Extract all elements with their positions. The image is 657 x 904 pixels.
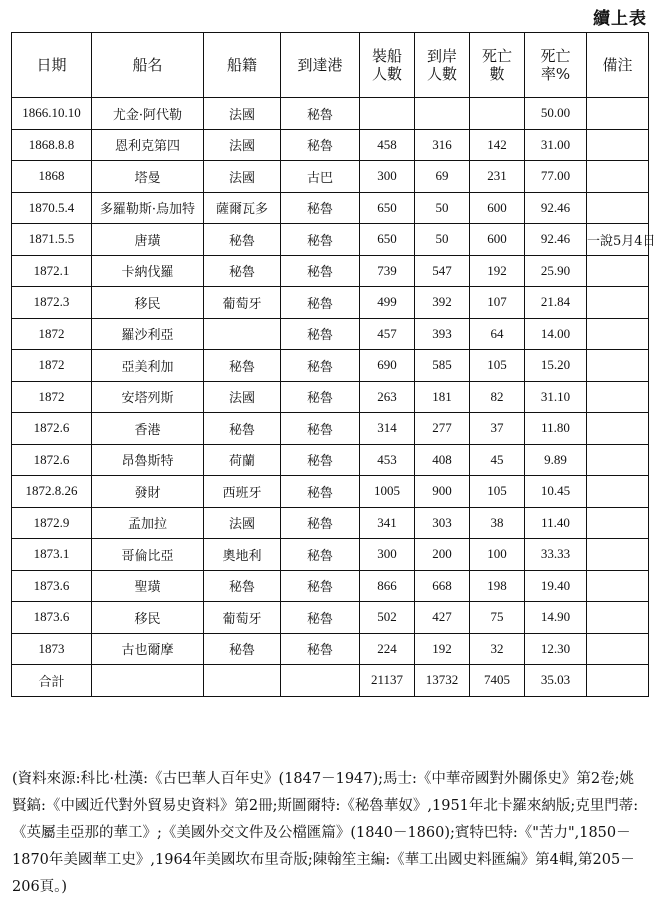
cell-port: 秘魯	[281, 507, 360, 539]
table-row	[12, 287, 649, 319]
total-row	[12, 665, 649, 697]
cell-deaths: 107	[470, 287, 525, 319]
cell-loaded: 314	[360, 413, 415, 445]
cell-port: 秘魯	[281, 444, 360, 476]
cell-rate: 15.20	[525, 350, 587, 382]
cell-ship: 卡納伐羅	[92, 255, 204, 287]
cell-deaths: 82	[470, 381, 525, 413]
cell-ship: 亞美利加	[92, 350, 204, 382]
cell-port: 秘魯	[281, 539, 360, 571]
cell-note	[587, 444, 649, 476]
cell-loaded: 453	[360, 444, 415, 476]
cell-arrived: 181	[415, 381, 470, 413]
cell-date: 1870.5.4	[12, 192, 92, 224]
cell-arrived: 50	[415, 192, 470, 224]
total-loaded: 21137	[360, 665, 415, 697]
cell-arrived: 69	[415, 161, 470, 193]
cell-port: 秘魯	[281, 633, 360, 665]
total-empty-cell	[281, 665, 360, 697]
cell-loaded: 690	[360, 350, 415, 382]
cell-ship: 孟加拉	[92, 507, 204, 539]
cell-deaths: 37	[470, 413, 525, 445]
cell-arrived: 303	[415, 507, 470, 539]
cell-date: 1868.8.8	[12, 129, 92, 161]
cell-ship: 羅沙利亞	[92, 318, 204, 350]
cell-note	[587, 413, 649, 445]
cell-note	[587, 381, 649, 413]
cell-port: 秘魯	[281, 224, 360, 256]
cell-loaded: 739	[360, 255, 415, 287]
cell-flag: 秘魯	[204, 570, 281, 602]
table-row	[12, 570, 649, 602]
cell-ship: 聖璜	[92, 570, 204, 602]
total-empty-cell	[587, 665, 649, 697]
column-header: 日期	[12, 33, 92, 98]
cell-ship: 安塔列斯	[92, 381, 204, 413]
cell-loaded: 224	[360, 633, 415, 665]
cell-rate: 14.90	[525, 602, 587, 634]
cell-note	[587, 476, 649, 508]
cell-flag: 法國	[204, 98, 281, 130]
continuation-label: 續上表	[593, 9, 647, 29]
cell-ship: 多羅勒斯·烏加特	[92, 192, 204, 224]
cell-flag: 薩爾瓦多	[204, 192, 281, 224]
cell-port: 秘魯	[281, 318, 360, 350]
table-body	[12, 98, 656, 697]
cell-date: 1872.3	[12, 287, 92, 319]
cell-date: 1872	[12, 350, 92, 382]
cell-flag: 秘魯	[204, 350, 281, 382]
cell-note: 一說5月4日	[587, 224, 649, 256]
cell-flag: 荷蘭	[204, 444, 281, 476]
table-row	[12, 413, 649, 445]
cell-note	[587, 192, 649, 224]
cell-date: 1872.9	[12, 507, 92, 539]
cell-flag: 秘魯	[204, 255, 281, 287]
cell-ship: 發財	[92, 476, 204, 508]
cell-loaded: 300	[360, 161, 415, 193]
cell-rate: 10.45	[525, 476, 587, 508]
cell-flag: 法國	[204, 507, 281, 539]
cell-deaths: 105	[470, 350, 525, 382]
cell-rate: 31.00	[525, 129, 587, 161]
cell-arrived	[415, 98, 470, 130]
cell-ship: 移民	[92, 287, 204, 319]
cell-date: 1866.10.10	[12, 98, 92, 130]
cell-ship: 昂魯斯特	[92, 444, 204, 476]
cell-deaths: 100	[470, 539, 525, 571]
cell-port: 秘魯	[281, 255, 360, 287]
cell-note	[587, 602, 649, 634]
cell-ship: 哥倫比亞	[92, 539, 204, 571]
cell-date: 1872.6	[12, 413, 92, 445]
cell-rate: 31.10	[525, 381, 587, 413]
source-note: (資料來源:科比·杜漢:《古巴華人百年史》(1847－1947);馬士:《中華帝國對外關係史》第2卷;姚賢鎬:《中國近代對外貿易史資料》第2冊;斯圖爾特:《秘魯華奴》,1951年北卡羅來納版;克里門蒂:《英屬圭亞那的華工》;《美國外交文件及公檔匯篇》(1840－1860);賓特巴特:《"苦力",1850－1870年美國華工史》,1964年美國坎布里奇版;陳翰笙主編:《華工出國史料匯編》第4輯,第205－206頁。)	[12, 771, 639, 895]
cell-arrived: 200	[415, 539, 470, 571]
cell-arrived: 392	[415, 287, 470, 319]
table-row	[12, 192, 649, 224]
table-row	[12, 381, 649, 413]
cell-ship: 尤金·阿代勒	[92, 98, 204, 130]
cell-ship: 香港	[92, 413, 204, 445]
cell-port: 秘魯	[281, 570, 360, 602]
table-row	[12, 444, 649, 476]
ship-mortality-table	[11, 32, 656, 697]
cell-flag: 秘魯	[204, 413, 281, 445]
cell-ship: 唐璜	[92, 224, 204, 256]
cell-arrived: 50	[415, 224, 470, 256]
cell-rate: 11.80	[525, 413, 587, 445]
cell-deaths: 75	[470, 602, 525, 634]
cell-port: 秘魯	[281, 98, 360, 130]
table-row	[12, 476, 649, 508]
cell-note	[587, 570, 649, 602]
total-empty-cell	[92, 665, 204, 697]
cell-flag	[204, 318, 281, 350]
cell-port: 秘魯	[281, 287, 360, 319]
total-rate: 35.03	[525, 665, 587, 697]
table-row	[12, 255, 649, 287]
cell-port: 秘魯	[281, 381, 360, 413]
table-row	[12, 507, 649, 539]
cell-flag: 葡萄牙	[204, 602, 281, 634]
cell-arrived: 393	[415, 318, 470, 350]
cell-ship: 恩利克第四	[92, 129, 204, 161]
cell-note	[587, 98, 649, 130]
cell-loaded: 650	[360, 224, 415, 256]
total-deaths: 7405	[470, 665, 525, 697]
cell-deaths: 231	[470, 161, 525, 193]
cell-rate: 19.40	[525, 570, 587, 602]
column-header: 船名	[92, 33, 204, 98]
cell-port: 秘魯	[281, 192, 360, 224]
column-header: 死亡數	[470, 33, 525, 98]
cell-flag: 秘魯	[204, 633, 281, 665]
cell-deaths: 64	[470, 318, 525, 350]
table-row	[12, 602, 649, 634]
column-header: 裝船人數	[360, 33, 415, 98]
cell-note	[587, 161, 649, 193]
cell-arrived: 547	[415, 255, 470, 287]
cell-arrived: 277	[415, 413, 470, 445]
cell-deaths: 600	[470, 192, 525, 224]
cell-flag: 奧地利	[204, 539, 281, 571]
cell-deaths: 45	[470, 444, 525, 476]
cell-loaded: 502	[360, 602, 415, 634]
cell-note	[587, 633, 649, 665]
cell-note	[587, 287, 649, 319]
cell-note	[587, 350, 649, 382]
cell-date: 1868	[12, 161, 92, 193]
cell-rate: 21.84	[525, 287, 587, 319]
table-row	[12, 224, 649, 256]
column-header: 死亡率%	[525, 33, 587, 98]
cell-deaths: 142	[470, 129, 525, 161]
cell-deaths: 600	[470, 224, 525, 256]
cell-flag: 法國	[204, 381, 281, 413]
cell-date: 1872.6	[12, 444, 92, 476]
total-arrived: 13732	[415, 665, 470, 697]
cell-note	[587, 539, 649, 571]
cell-loaded: 263	[360, 381, 415, 413]
cell-arrived: 408	[415, 444, 470, 476]
cell-flag: 秘魯	[204, 224, 281, 256]
cell-deaths: 105	[470, 476, 525, 508]
table-row	[12, 129, 649, 161]
cell-ship: 移民	[92, 602, 204, 634]
cell-rate: 12.30	[525, 633, 587, 665]
cell-loaded: 458	[360, 129, 415, 161]
cell-date: 1872	[12, 318, 92, 350]
cell-rate: 25.90	[525, 255, 587, 287]
table-row	[12, 318, 649, 350]
cell-arrived: 585	[415, 350, 470, 382]
total-empty-cell	[204, 665, 281, 697]
cell-date: 1872	[12, 381, 92, 413]
column-header: 到岸人數	[415, 33, 470, 98]
cell-deaths: 198	[470, 570, 525, 602]
cell-ship: 塔曼	[92, 161, 204, 193]
cell-flag: 葡萄牙	[204, 287, 281, 319]
cell-flag: 法國	[204, 129, 281, 161]
cell-rate: 11.40	[525, 507, 587, 539]
cell-flag: 法國	[204, 161, 281, 193]
cell-arrived: 900	[415, 476, 470, 508]
cell-arrived: 427	[415, 602, 470, 634]
cell-date: 1873.1	[12, 539, 92, 571]
cell-loaded: 300	[360, 539, 415, 571]
cell-note	[587, 507, 649, 539]
cell-port: 秘魯	[281, 476, 360, 508]
cell-loaded: 1005	[360, 476, 415, 508]
cell-date: 1871.5.5	[12, 224, 92, 256]
column-header: 到達港	[281, 33, 360, 98]
cell-deaths: 192	[470, 255, 525, 287]
cell-rate: 14.00	[525, 318, 587, 350]
cell-loaded: 457	[360, 318, 415, 350]
cell-rate: 77.00	[525, 161, 587, 193]
cell-deaths: 32	[470, 633, 525, 665]
cell-rate: 50.00	[525, 98, 587, 130]
cell-port: 秘魯	[281, 602, 360, 634]
cell-date: 1873	[12, 633, 92, 665]
column-header: 船籍	[204, 33, 281, 98]
cell-arrived: 192	[415, 633, 470, 665]
cell-date: 1872.1	[12, 255, 92, 287]
cell-rate: 92.46	[525, 224, 587, 256]
cell-loaded	[360, 98, 415, 130]
table-row	[12, 539, 649, 571]
cell-port: 秘魯	[281, 350, 360, 382]
cell-loaded: 650	[360, 192, 415, 224]
cell-note	[587, 255, 649, 287]
cell-rate: 9.89	[525, 444, 587, 476]
cell-loaded: 341	[360, 507, 415, 539]
cell-rate: 33.33	[525, 539, 587, 571]
table-row	[12, 633, 649, 665]
cell-arrived: 668	[415, 570, 470, 602]
cell-port: 古巴	[281, 161, 360, 193]
cell-port: 秘魯	[281, 413, 360, 445]
cell-date: 1872.8.26	[12, 476, 92, 508]
cell-arrived: 316	[415, 129, 470, 161]
table-row	[12, 161, 649, 193]
cell-loaded: 499	[360, 287, 415, 319]
table-header-row	[12, 33, 649, 98]
cell-note	[587, 318, 649, 350]
cell-date: 1873.6	[12, 602, 92, 634]
cell-flag: 西班牙	[204, 476, 281, 508]
column-header: 備注	[587, 33, 649, 98]
cell-ship: 古也爾摩	[92, 633, 204, 665]
cell-loaded: 866	[360, 570, 415, 602]
table-row	[12, 98, 649, 130]
cell-note	[587, 129, 649, 161]
cell-port: 秘魯	[281, 129, 360, 161]
total-label: 合計	[12, 665, 92, 697]
cell-deaths: 38	[470, 507, 525, 539]
cell-deaths	[470, 98, 525, 130]
cell-rate: 92.46	[525, 192, 587, 224]
table-row	[12, 350, 649, 382]
cell-date: 1873.6	[12, 570, 92, 602]
